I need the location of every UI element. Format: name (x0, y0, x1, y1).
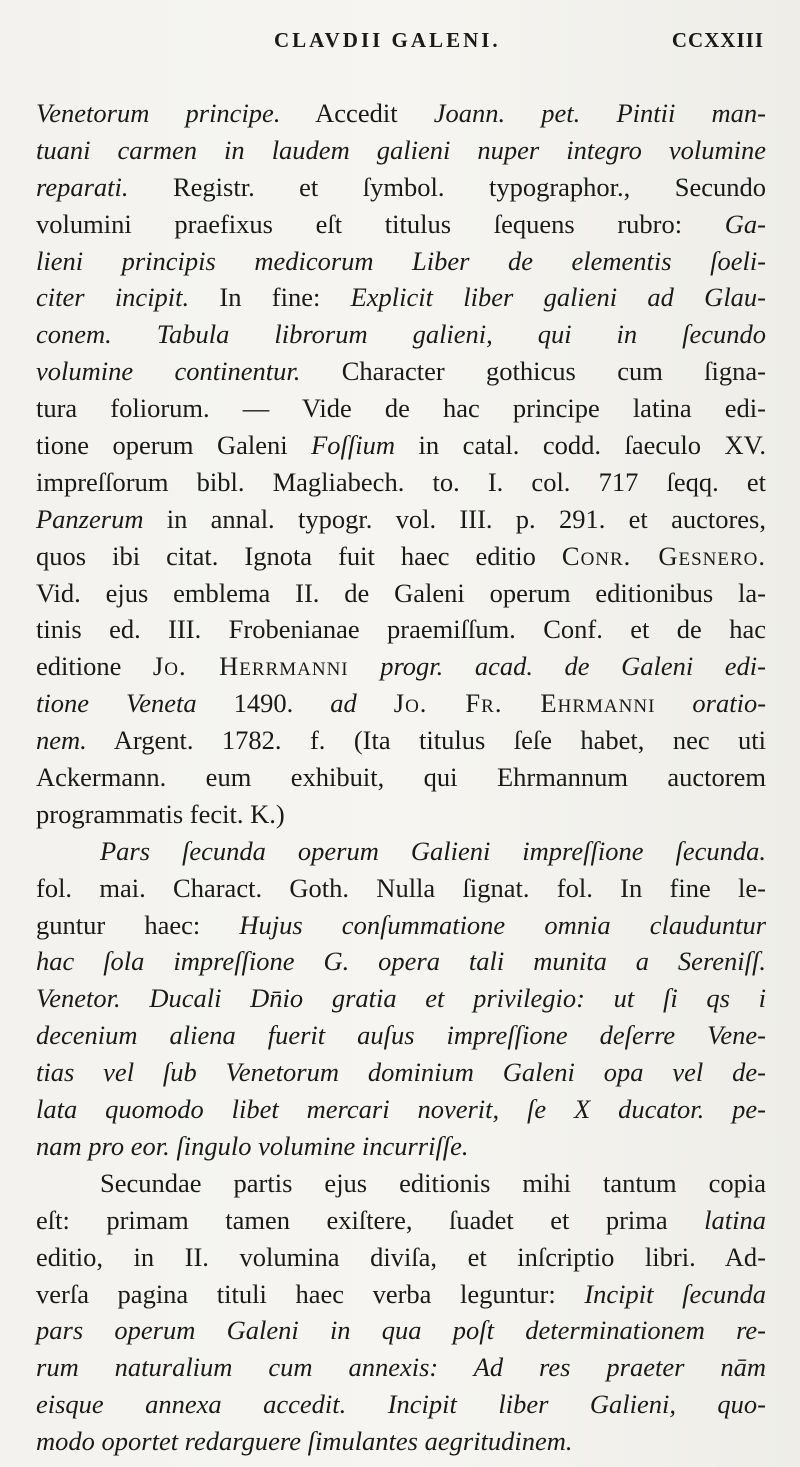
italic-text: oratio- (692, 688, 767, 719)
italic-text: nam pro eor. ſingulo volumine incurriſſe. (36, 1130, 469, 1161)
small-caps-name: Jo. Herrmanni (152, 651, 349, 682)
text-line (36, 169, 766, 206)
italic-text: tias vel ſub Venetorum dominium Galeni opa vel de- (36, 1057, 766, 1088)
text-line (36, 722, 766, 759)
italic-text: Tabula librorum galieni, qui in ſecundo (156, 319, 766, 350)
italic-text: conem. (36, 319, 112, 350)
text-line (36, 243, 766, 280)
italic-text: Explicit liber galieni ad Glau- (350, 282, 767, 313)
italic-text: Pars ſecunda operum Galieni impreſſione ſecunda. (100, 835, 766, 866)
text-line (36, 1276, 766, 1313)
roman-text: Secundae partis ejus editionis mihi tantum copia (100, 1167, 766, 1198)
italic-text: lata quomodo libet mercari noverit, ſe X ducator. pe- (36, 1094, 766, 1125)
text-line (36, 538, 766, 575)
italic-text: ad (330, 688, 357, 719)
italic-text: tuani carmen in laudem galieni nuper integro volumine (36, 134, 766, 165)
text-line (36, 132, 766, 169)
roman-text: Character gothicus cum ſigna- (300, 356, 766, 387)
text-line (36, 648, 766, 685)
roman-text: Ackermann. eum exhibuit, qui Ehrmannum auctorem (36, 762, 766, 793)
text-line (36, 907, 766, 944)
roman-text: tinis ed. III. Frobenianae praemiſſum. Conf. et de hac (36, 614, 766, 645)
page-number: CCXXIII (671, 28, 764, 52)
roman-text: in annal. typogr. vol. III. p. 291. et auctores, (143, 503, 766, 534)
text-line (36, 501, 766, 538)
italic-text: tione Veneta (36, 688, 197, 719)
italic-text: Ga- (724, 208, 766, 239)
text-line (36, 685, 766, 722)
roman-text: Registr. et ſymbol. typographor., Secundo (128, 171, 766, 202)
italic-text: lieni principis medicorum Liber de elementis ſoeli- (36, 245, 766, 276)
running-head: CLAVDII GALENI. (274, 28, 501, 52)
roman-text: Vid. ejus emblema II. de Galeni operum editionibus la- (36, 577, 766, 608)
roman-text: in catal. codd. ſaeculo XV. (395, 430, 766, 461)
small-caps-name: Conr. Gesnero. (561, 540, 766, 571)
text-line (36, 943, 766, 980)
text-line (36, 1423, 766, 1460)
roman-text: programmatis fecit. K.) (36, 798, 285, 829)
text-line (36, 1312, 766, 1349)
text-line (36, 759, 766, 796)
italic-text: pars operum Galeni in qua poſt determinationem re- (36, 1315, 766, 1346)
roman-text: volumini praefixus eſt titulus ſequens rubro: (36, 208, 725, 239)
roman-text (112, 319, 157, 349)
text-line (36, 833, 766, 870)
text-line (36, 353, 766, 390)
text-line (36, 95, 766, 132)
italic-text: Venetor. Ducali Dn̄io gratia et privilegio: ut ſi qs i (36, 983, 766, 1014)
roman-text: fol. mai. Charact. Goth. Nulla ſignat. fol. In fine le- (36, 872, 766, 903)
text-line (36, 575, 766, 612)
roman-text: 1490. (196, 688, 331, 719)
roman-text: quos ibi citat. Ignota fuit haec editio (36, 540, 562, 571)
text-line (36, 1054, 766, 1091)
text-line (36, 279, 766, 316)
roman-text: eſt: primam tamen exiſtere, ſuadet et prima (36, 1204, 705, 1235)
italic-text: nem. (36, 725, 87, 756)
roman-text: impreſſorum bibl. Magliabech. to. I. col. 717 ſeqq. et (36, 466, 766, 497)
roman-text: editione (36, 651, 153, 682)
main-text (36, 95, 766, 1460)
page-header (36, 28, 764, 58)
roman-text: tione operum Galeni (36, 430, 312, 461)
italic-text: rum naturalium cum annexis: Ad res praeter nām (36, 1352, 766, 1383)
text-line (36, 1202, 766, 1239)
roman-text (357, 688, 394, 718)
roman-text: guntur haec: (36, 909, 240, 940)
roman-text: editio, in II. volumina diviſa, et inſcriptio libri. Ad- (36, 1241, 766, 1272)
italic-text: latina (704, 1204, 766, 1235)
small-caps-name: Jo. Fr. Ehrmanni (393, 688, 656, 719)
roman-text: Accedit (280, 98, 434, 128)
text-line (36, 870, 766, 907)
text-line (36, 796, 766, 833)
italic-text: eisque annexa accedit. Incipit liber Galieni, quo- (36, 1389, 766, 1420)
roman-text: tura foliorum. — Vide de hac principe latina edi- (36, 393, 766, 424)
roman-text: Argent. 1782. f. (Ita titulus ſeſe habet, nec uti (86, 725, 766, 756)
italic-text: citer incipit. (36, 282, 190, 313)
italic-text: modo oportet redarguere ſimulantes aegritudinem. (36, 1426, 573, 1457)
italic-text: reparati. (36, 171, 129, 202)
text-line (36, 316, 766, 353)
text-line (36, 1165, 766, 1202)
italic-text: Foſſium (311, 430, 396, 461)
text-line (36, 390, 766, 427)
italic-text: hac ſola impreſſione G. opera tali munita a Sereniſſ. (36, 946, 766, 977)
roman-text: verſa pagina tituli haec verba leguntur: (36, 1278, 585, 1309)
italic-text: decenium aliena fuerit auſus impreſſione deſerre Vene- (36, 1020, 766, 1051)
roman-text: In fine: (189, 282, 351, 313)
italic-text: Incipit ſecunda (584, 1278, 766, 1309)
italic-text: Venetorum principe. (36, 98, 281, 128)
italic-text: Panzerum (36, 503, 144, 534)
roman-text (655, 688, 692, 718)
text-line (36, 206, 766, 243)
italic-text: volumine continentur. (36, 356, 301, 387)
text-line (36, 427, 766, 464)
italic-text: Joann. pet. Pintii man- (433, 98, 766, 128)
text-line (36, 1091, 766, 1128)
text-line (36, 1128, 766, 1165)
text-line (36, 1349, 766, 1386)
text-line (36, 611, 766, 648)
roman-text (349, 651, 381, 681)
italic-text: Hujus conſummatione omnia clauduntur (239, 909, 767, 940)
text-line (36, 464, 766, 501)
text-line (36, 1239, 766, 1276)
italic-text: progr. acad. de Galeni edi- (380, 651, 766, 682)
text-line (36, 980, 766, 1017)
text-line (36, 1386, 766, 1423)
text-line (36, 1017, 766, 1054)
